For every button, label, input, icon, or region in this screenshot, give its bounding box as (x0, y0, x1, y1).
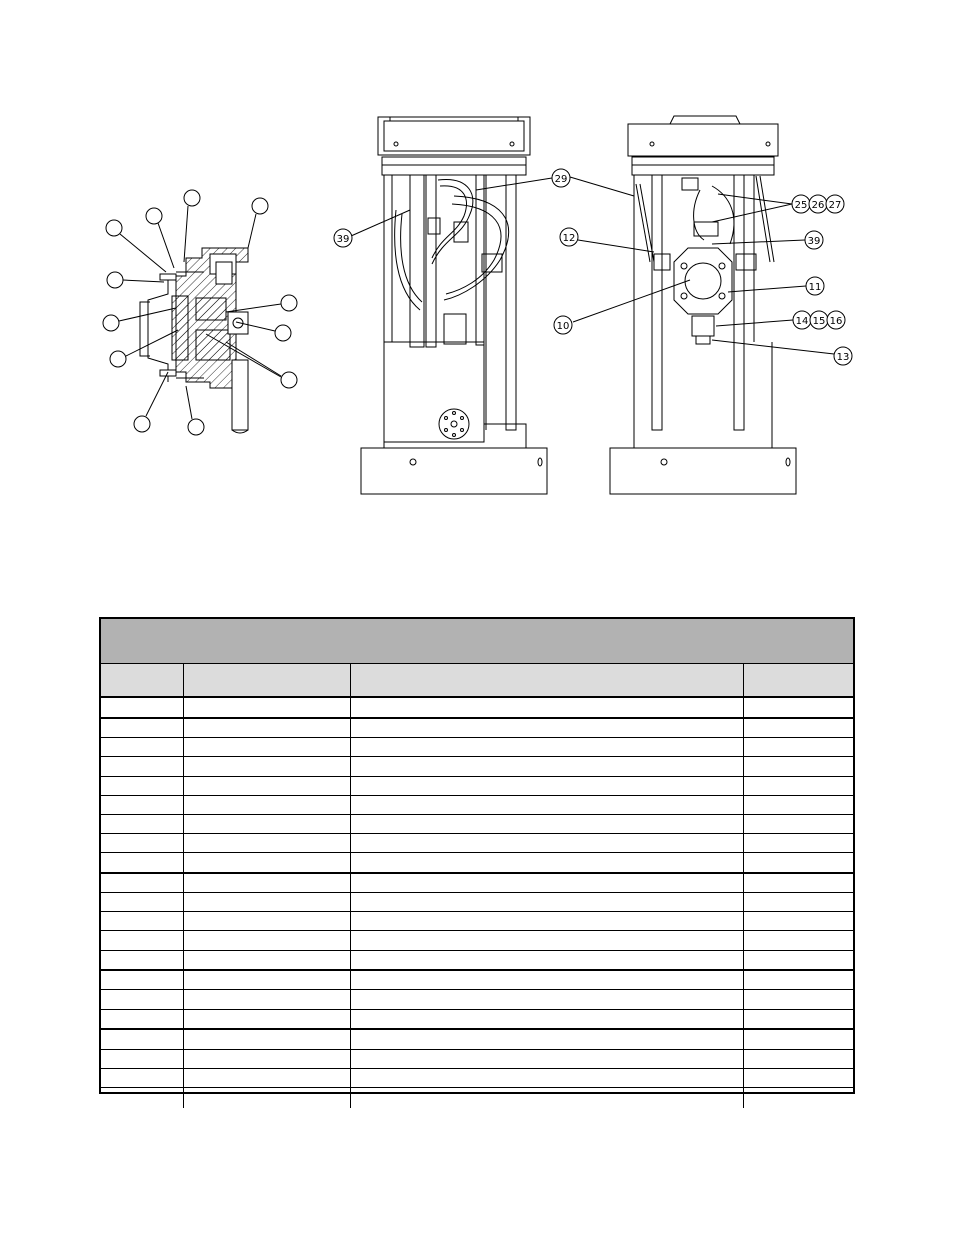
table-cell (744, 874, 853, 892)
table-cell (351, 971, 744, 989)
header-cell (184, 664, 351, 696)
header-cell (351, 664, 744, 696)
callout-label: 11 (808, 282, 822, 293)
table-cell (101, 951, 184, 969)
header-cell (744, 664, 853, 696)
table-row (101, 719, 853, 738)
table-cell (351, 757, 744, 776)
table-cell (351, 1088, 744, 1108)
table-cell (351, 1050, 744, 1068)
table-cell (184, 971, 351, 989)
table-cell (101, 931, 184, 950)
table-cell (351, 912, 744, 930)
table-cell (101, 698, 184, 717)
callout-label: 12 (562, 233, 576, 244)
side-view-callouts (351, 177, 634, 236)
table-cell (351, 931, 744, 950)
table-cell (351, 1069, 744, 1087)
table-cell (351, 834, 744, 852)
table-row (101, 874, 853, 893)
table-cell (184, 931, 351, 950)
callout-label: 13 (836, 352, 850, 363)
callout-label: 39 (807, 236, 821, 247)
table-cell (744, 990, 853, 1009)
front-view (610, 116, 796, 494)
table-cell (101, 990, 184, 1009)
table-cell (101, 777, 184, 795)
table-cell (351, 990, 744, 1009)
table-cell (351, 738, 744, 756)
table-row (101, 698, 853, 719)
table-row (101, 757, 853, 777)
callout-labels (337, 174, 850, 363)
table-cell (101, 757, 184, 776)
assembly-drawing (0, 0, 954, 560)
table-cell (184, 719, 351, 737)
table-cell (351, 1010, 744, 1028)
callout-label: 15 (812, 316, 826, 327)
table-cell (184, 698, 351, 717)
table-cell (744, 1010, 853, 1028)
table-cell (101, 834, 184, 852)
callout-label: 25 (794, 200, 808, 211)
table-cell (184, 1069, 351, 1087)
table-row (101, 893, 853, 912)
table-cell (184, 777, 351, 795)
table-cell (184, 738, 351, 756)
table-row (101, 990, 853, 1010)
table-cell (184, 1050, 351, 1068)
callout-label: 39 (336, 234, 350, 245)
table-cell (101, 853, 184, 872)
table-row (101, 912, 853, 931)
table-cell (101, 1010, 184, 1028)
table-cell (101, 893, 184, 911)
table-cell (351, 951, 744, 969)
table-cell (184, 853, 351, 872)
table-row (101, 834, 853, 853)
table-cell (101, 874, 184, 892)
table-cell (744, 1088, 853, 1108)
table-cell (744, 698, 853, 717)
table-cell (351, 893, 744, 911)
table-row (101, 815, 853, 834)
table-cell (744, 834, 853, 852)
table-cell (101, 815, 184, 833)
callout-label: 14 (795, 316, 809, 327)
table-cell (744, 971, 853, 989)
table-row (101, 1010, 853, 1030)
table-row (101, 796, 853, 815)
side-view (361, 117, 547, 494)
table-cell (101, 719, 184, 737)
table-cell (744, 738, 853, 756)
table-cell (351, 777, 744, 795)
callout-label: 16 (829, 316, 843, 327)
table-body (101, 698, 853, 1108)
table-row (101, 971, 853, 990)
table-cell (101, 1050, 184, 1068)
table-row (101, 951, 853, 971)
callout-label: 27 (828, 200, 842, 211)
table-cell (184, 951, 351, 969)
table-cell (184, 757, 351, 776)
table-cell (101, 912, 184, 930)
table-cell (101, 1069, 184, 1087)
table-cell (351, 874, 744, 892)
table-cell (184, 874, 351, 892)
callout-label: 29 (554, 174, 568, 185)
callout-bubbles (334, 169, 852, 365)
table-cell (744, 931, 853, 950)
table-cell (744, 912, 853, 930)
front-view-callouts (573, 194, 834, 354)
table-cell (101, 796, 184, 814)
table-cell (101, 971, 184, 989)
table-row (101, 1088, 853, 1108)
table-cell (744, 815, 853, 833)
table-cell (184, 990, 351, 1009)
table-row (101, 853, 853, 874)
table-cell (744, 757, 853, 776)
table-cell (351, 719, 744, 737)
table-cell (744, 893, 853, 911)
table-cell (184, 1030, 351, 1049)
table-cell (184, 912, 351, 930)
callout-label: 26 (811, 200, 825, 211)
table-cell (184, 893, 351, 911)
table-cell (744, 853, 853, 872)
callout-label: 10 (556, 321, 570, 332)
table-cell (184, 1088, 351, 1108)
table-cell (184, 834, 351, 852)
table-title (101, 619, 853, 664)
table-row (101, 777, 853, 796)
table-cell (184, 796, 351, 814)
table-cell (101, 1030, 184, 1049)
parts-table (99, 617, 855, 1094)
table-cell (184, 815, 351, 833)
table-cell (744, 951, 853, 969)
table-cell (744, 796, 853, 814)
table-cell (184, 1010, 351, 1028)
table-cell (744, 1069, 853, 1087)
table-cell (744, 777, 853, 795)
table-row (101, 1050, 853, 1069)
table-row (101, 931, 853, 951)
table-row (101, 1069, 853, 1088)
table-row (101, 1030, 853, 1050)
table-cell (351, 1030, 744, 1049)
table-cell (101, 1088, 184, 1108)
table-row (101, 738, 853, 757)
table-cell (744, 1030, 853, 1049)
table-cell (101, 738, 184, 756)
table-cell (351, 698, 744, 717)
table-header (101, 664, 853, 698)
table-cell (351, 796, 744, 814)
table-cell (744, 719, 853, 737)
table-cell (351, 853, 744, 872)
table-cell (744, 1050, 853, 1068)
header-cell (101, 664, 184, 696)
table-cell (351, 815, 744, 833)
